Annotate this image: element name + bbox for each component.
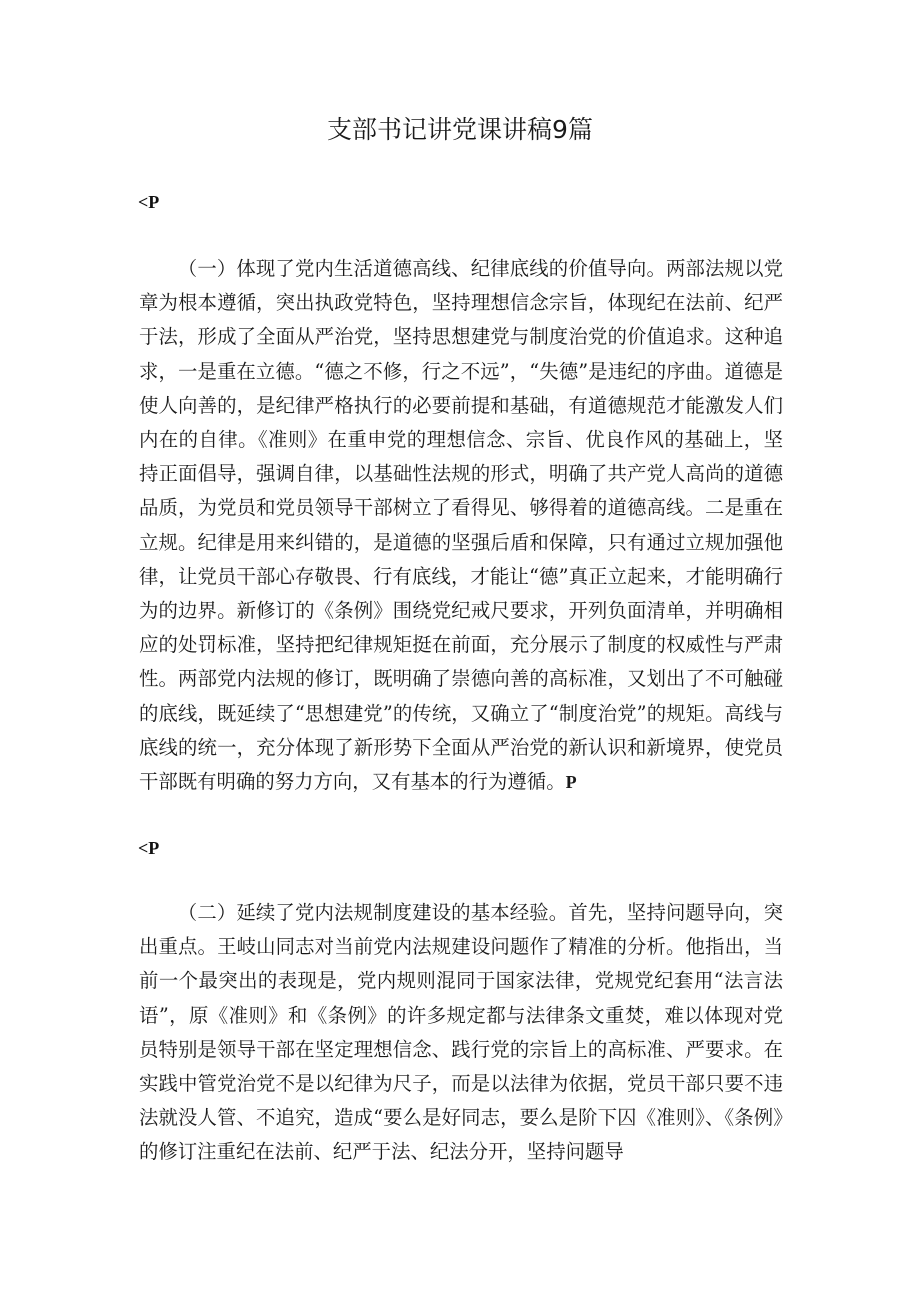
paragraph-2-text: （二）延续了党内法规制度建设的基本经验。首先，坚持问题导向，突出重点。王岐山同志对当前党内法规建设问题作了精准的分析。他指出，当前一个最突出的表现是，党内规则混同于国家法律，党规党纪套用“法言法语”，原《准则》和《条例》的许多规定都与法律条文重焚，难以体现对党员特别是领导干部在坚定理想信念、践行党的宗旨上的高标准、严要求。在实践中管党治党不是以纪律为尺子，而是以法律为依据，党员干部只要不违法就没人管、不追究，造成“要么是好同志，要么是阶下囚《准则》、《条例》的修订注重纪在法前、纪严于法、纪法分开，坚持问题导	[139, 901, 783, 1164]
paragraph-marker: <P	[138, 192, 160, 212]
paragraph-1-text: （一）体现了党内生活道德高线、纪律底线的价值导向。两部法规以党章为根本遵循，突出执政党特色，坚持理想信念宗旨，体现纪在法前、纪严于法，形成了全面从严治党，坚持思想建党与制度治党的价值追求。这种追求，一是重在立德。“德之不修，行之不远”，“失德”是违纪的序曲。道德是使人向善的，是纪律严格执行的必要前提和基础，有道德规范才能激发人们内在的自律。《准则》在重申党的理想信念、宗旨、优良作风的基础上，坚持正面倡导，强调自律，以基础性法规的形式，明确了共产党人高尚的道德品质，为党员和党员领导干部树立了看得见、够得着的道德高线。二是重在立规。纪律是用来纠错的，是道德的坚强后盾和保障，只有通过立规加强他律，让党员干部心存敬畏、行有底线，才能让“德”真正立起来，才能明确行为的边界。新修订的《条例》围绕党纪戒尺要求，开列负面清单，并明确相应的处罚标准，坚持把纪律规矩挺在前面，充分展示了制度的权威性与严肃性。两部党内法规的修订，既明确了崇德向善的高标准，又划出了不可触碰的底线，既延续了“思想建党”的传统，又确立了“制度治党”的规矩。高线与底线的统一，充分体现了新形势下全面从严治党的新认识和新境界，使党员干部既有明确的努力方向，又有基本的行为遵循。	[139, 257, 783, 794]
paragraph-2	[139, 896, 783, 1170]
paragraph-1	[139, 252, 783, 799]
document-title: 支部书记讲党课讲稿9篇	[327, 115, 593, 144]
paragraph-end-mark: P	[565, 772, 577, 793]
paragraph-marker: <P	[138, 838, 160, 858]
